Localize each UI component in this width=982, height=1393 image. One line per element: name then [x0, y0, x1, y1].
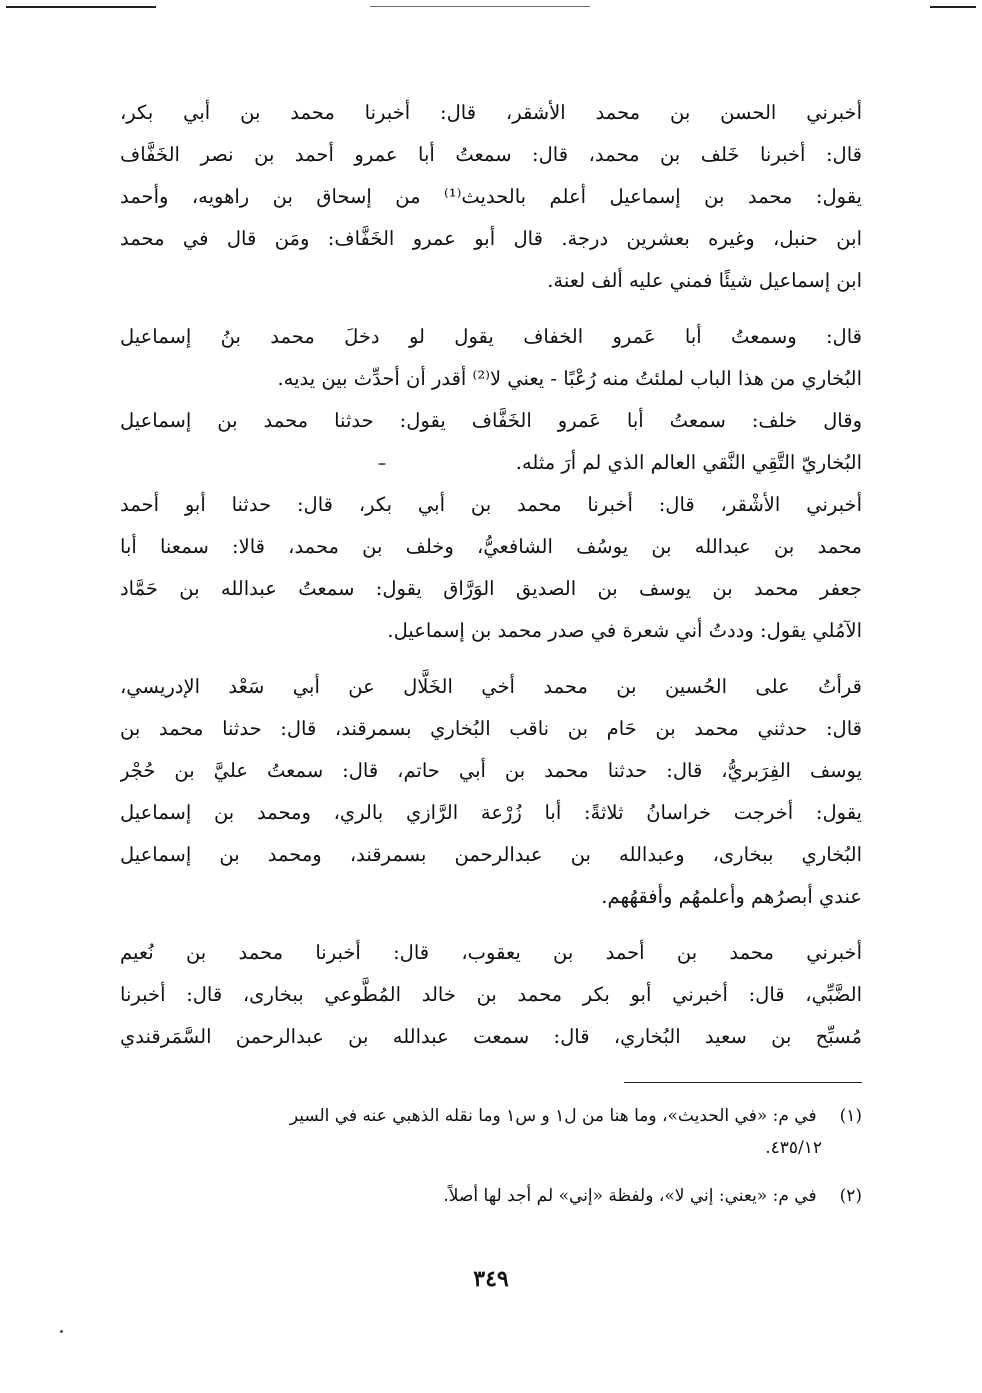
text-line: الآمُلي يقول: وددتُ أني شعرة في صدر محمد بن إسماعيل.: [387, 619, 862, 642]
text-line: أخبرني الحسن بن محمد الأشقر، قال: أخبرنا محمد بن أبي بكر،: [120, 101, 862, 124]
paragraph: [120, 316, 862, 400]
footnotes: [120, 1100, 862, 1212]
footnote-number: (١): [839, 1106, 862, 1126]
scan-speck: [378, 463, 386, 465]
text-line: جعفر محمد بن يوسف بن الصديق الوَرَّاق يقول: سمعتُ عبدالله بن حَمَّاد: [120, 577, 862, 600]
text-line: عندي أبصرُهم وأعلمهُم وأفقهُهم.: [601, 885, 862, 908]
text-line: أخبرني الأشْقر، قال: أخبرنا محمد بن أبي بكر، قال: حدثنا أبو أحمد: [120, 493, 862, 516]
text-line: يقول: محمد بن إسماعيل أعلم بالحديث⁽¹⁾ من إسحاق بن راهويه، وأحمد: [120, 185, 862, 208]
text-line: قال: أخبرنا خَلف بن محمد، قال: سمعتُ أبا عمرو أحمد بن نصر الخَفَّاف: [120, 143, 862, 166]
text-line: البُخاريّ التَّقِي النَّقي العالم الذي لم أرَ مثله.: [515, 451, 862, 474]
text-line: أخبرني محمد بن أحمد بن يعقوب، قال: أخبرنا محمد بن نُعيم: [120, 941, 862, 964]
footnote-number: (٢): [839, 1186, 862, 1206]
text-line: محمد بن عبدالله بن يوسُف الشافعيُّ، وخلف بن محمد، قالا: سمعنا أبا: [120, 535, 862, 558]
paragraph: [120, 666, 862, 918]
text-line: قال: وسمعتُ أبا عَمرو الخفاف يقول لو دخلَ محمد بنُ إسماعيل: [120, 325, 862, 348]
top-edge-rule: [930, 6, 976, 8]
footnote-text: ٤٣٥/١٢.: [765, 1138, 822, 1158]
text-line: البُخاري من هذا الباب لملئتُ منه رُعْبًا - يعني لا⁽²⁾ أقدر أن أحدِّث بين يديه.: [277, 367, 862, 390]
text-line: مُسبِّح بن سعيد البُخاري، قال: سمعت عبدالله بن عبدالرحمن السَّمَرقندي: [120, 1025, 862, 1048]
main-text: [120, 92, 862, 1058]
footnote-separator: [624, 1082, 862, 1083]
text-line: يقول: أخرجت خراسانُ ثلاثةً: أبا زُرْعة الرَّازي بالري، ومحمد بن إسماعيل: [120, 801, 862, 824]
footnote-text: في م: «يعني: إني لا»، ولفظة «إني» لم أجد لها أصلاً.: [443, 1186, 817, 1206]
text-line: قرأتُ على الحُسين بن محمد أخي الخَلَّال عن أبي سَعْد الإدريسي،: [120, 675, 862, 698]
footnote-continuation: [120, 1132, 862, 1164]
paragraph: [120, 92, 862, 302]
text-line: البُخاري ببخارى، وعبدالله بن عبدالرحمن بسمرقند، ومحمد بن إسماعيل: [120, 843, 862, 866]
text-line: يوسف الفِرَبريُّ، قال: حدثنا محمد بن أبي حاتم، قال: سمعتُ عليَّ بن حُجْر: [120, 759, 862, 782]
scan-speck: [60, 1330, 63, 1333]
footnote: [120, 1100, 862, 1132]
paragraph: [120, 484, 862, 652]
text-line: ابن حنبل، وغيره بعشرين درجة. قال أبو عمرو الخَفَّاف: ومَن قال في محمد: [120, 227, 862, 250]
footnote-text: في م: «في الحديث»، وما هنا من ل١ و س١ وما نقله الذهبي عنه في السير: [289, 1106, 817, 1126]
paragraph: [120, 932, 862, 1058]
page-number: ٣٤٩: [473, 1266, 509, 1292]
text-line: ابن إسماعيل شيئًا فمني عليه ألف لعنة.: [547, 269, 862, 292]
text-line: قال: حدثني محمد بن حَام بن ناقب البُخاري بسمرقند، قال: حدثنا محمد بن: [120, 717, 862, 740]
footnote: [120, 1180, 862, 1212]
text-line: الضَّبِّي، قال: أخبرني أبو بكر محمد بن خالد المُطَّوعي ببخارى، قال: أخبرنا: [120, 983, 862, 1006]
text-line: وقال خلف: سمعتُ أبا عَمرو الخَفَّاف يقول: حدثنا محمد بن إسماعيل: [120, 409, 862, 432]
top-edge-rule: [370, 6, 590, 7]
paragraph: [120, 400, 862, 484]
top-edge-rule: [6, 6, 156, 8]
